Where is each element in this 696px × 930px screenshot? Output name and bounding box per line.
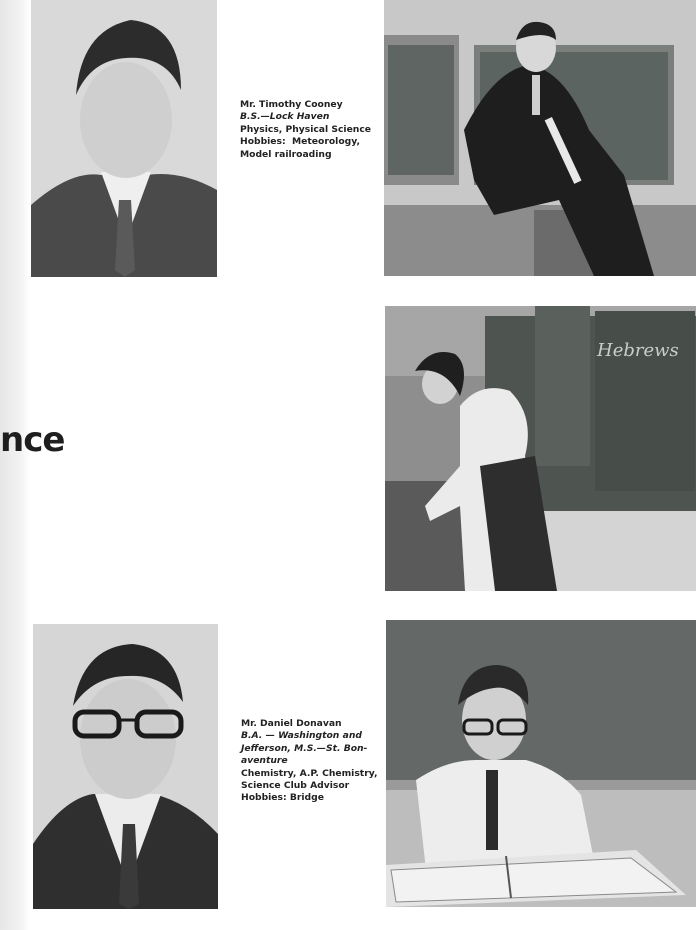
teacher-degree: B.A. — Washington and bbox=[241, 730, 362, 742]
teacher-degree-cont: Jefferson, M.S.—St. Bon- bbox=[241, 742, 368, 754]
teacher-name: Mr. Daniel Donavan bbox=[241, 718, 342, 729]
portrait-photo-donavan bbox=[33, 624, 218, 909]
teacher-hobbies: Hobbies: Bridge bbox=[241, 792, 324, 804]
teacher-caption-donavan bbox=[241, 718, 378, 805]
page-gutter-shadow bbox=[0, 0, 30, 930]
teacher-caption-cooney bbox=[240, 99, 372, 161]
teacher-name: Mr. Timothy Cooney bbox=[240, 99, 343, 110]
candid-photo-donavan bbox=[386, 620, 696, 907]
portrait-photo-cooney bbox=[31, 0, 217, 277]
teacher-hobbies: Hobbies: Meteorology, bbox=[240, 136, 360, 148]
teacher-degree: B.S.—Lock Haven bbox=[240, 111, 330, 123]
teacher-degree-cont-2: aventure bbox=[241, 755, 288, 767]
teacher-hobbies-cont: Model railroading bbox=[240, 148, 332, 160]
svg-text:Hebrews: Hebrews bbox=[597, 340, 679, 361]
teacher-subjects-cont: Science Club Advisor bbox=[241, 780, 350, 792]
teacher-subjects: Physics, Physical Science bbox=[240, 123, 372, 135]
section-title-fragment: nce bbox=[0, 420, 65, 460]
candid-photo-classroom-teacher bbox=[385, 306, 696, 591]
candid-photo-cooney bbox=[384, 0, 696, 276]
teacher-subjects: Chemistry, A.P. Chemistry, bbox=[241, 767, 378, 779]
